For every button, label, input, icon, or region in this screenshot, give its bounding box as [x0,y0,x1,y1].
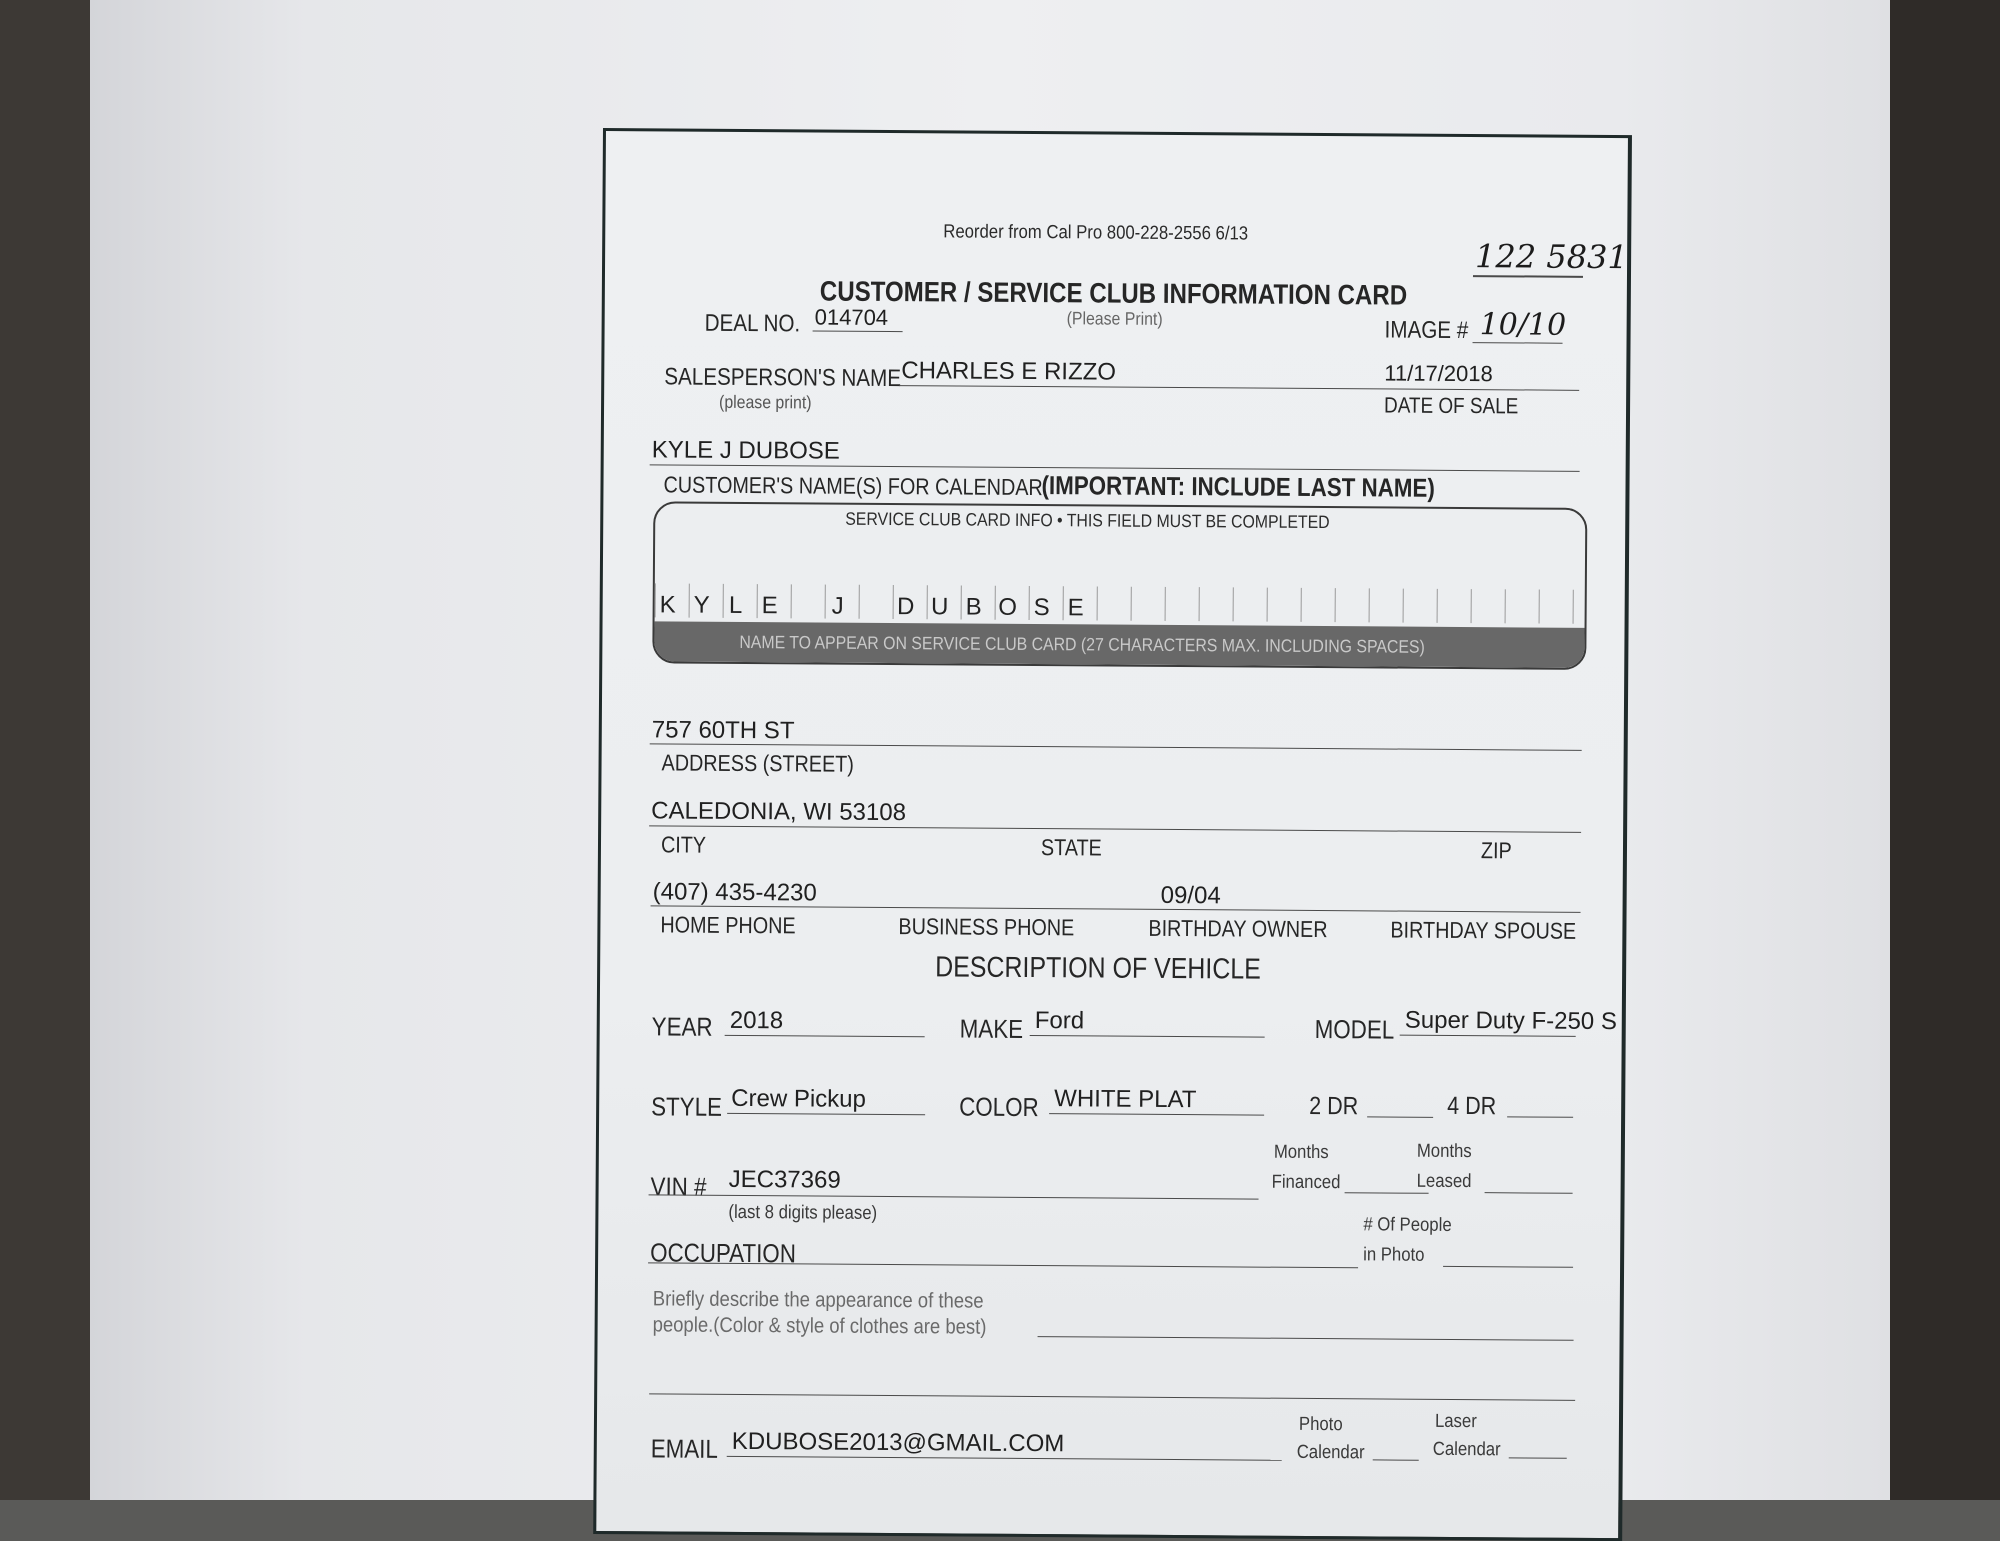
home-phone-label: HOME PHONE [660,911,795,939]
information-card [593,128,1632,1541]
date-of-sale-label: DATE OF SALE [1384,392,1518,419]
make-label: MAKE [960,1014,1024,1045]
card-name-char: Y [689,592,715,620]
image-value: 10/10 [1480,307,1567,343]
service-club-box [652,501,1587,670]
vin-note: (last 8 digits please) [728,1202,877,1225]
birthday-owner-value: 09/04 [1161,882,1221,910]
background-right [1885,0,2000,1500]
char-tick [859,585,860,619]
deal-no-value: 014704 [815,304,889,331]
vehicle-section-title: DESCRIPTION OF VEHICLE [935,951,1261,986]
four-door-label: 4 DR [1447,1092,1496,1121]
vin-value: JEC37369 [729,1166,841,1195]
service-club-header: SERVICE CLUB CARD INFO • THIS FIELD MUST BE COMPLETED [845,509,1329,533]
email-value: KDUBOSE2013@GMAIL.COM [732,1428,1065,1458]
home-phone-value: (407) 435-4230 [653,878,817,907]
birthday-spouse-label: BIRTHDAY SPOUSE [1390,917,1576,945]
vin-line [649,1194,1259,1199]
describe-text-1: Briefly describe the appearance of these [653,1287,984,1313]
describe-line-2 [649,1393,1575,1400]
people-count-label-1: # Of People [1363,1214,1451,1237]
important-note: (IMPORTANT: INCLUDE LAST NAME) [1041,470,1435,504]
business-phone-label: BUSINESS PHONE [898,913,1074,941]
two-door-label: 2 DR [1309,1092,1358,1121]
card-title: CUSTOMER / SERVICE CLUB INFORMATION CARD [820,276,1408,312]
two-door-line [1367,1116,1433,1117]
describe-line-1 [1038,1336,1574,1341]
customer-name-label: CUSTOMER'S NAME(S) FOR CALENDAR [663,471,1042,501]
year-line [725,1035,925,1037]
address-value: 757 60TH ST [652,716,795,745]
service-club-footer: NAME TO APPEAR ON SERVICE CLUB CARD (27 CHARACTERS MAX. INCLUDING SPACES) [739,632,1425,658]
char-tick [1437,589,1438,623]
color-value: WHITE PLAT [1054,1085,1196,1114]
background-left [0,0,92,1500]
char-tick [1301,588,1302,622]
char-tick [791,584,792,618]
describe-text-2: people.(Color & style of clothes are best) [653,1313,987,1339]
card-name-char: U [927,593,953,621]
people-count-line [1443,1266,1573,1268]
card-name-char: O [995,594,1021,622]
months-financed-label-2: Financed [1272,1172,1341,1194]
char-tick [1233,587,1234,621]
occupation-label: OCCUPATION [650,1237,796,1269]
style-label: STYLE [651,1091,722,1122]
photo-calendar-line [1373,1459,1419,1460]
paper-sheet [90,0,1890,1500]
photo-calendar-label-2: Calendar [1297,1442,1365,1464]
card-name-char: L [723,592,749,620]
char-tick [1335,588,1336,622]
image-line [1473,342,1563,344]
customer-name-value: KYLE J DUBOSE [652,436,840,465]
char-tick [1165,587,1166,621]
make-value: Ford [1035,1007,1085,1035]
city-label: CITY [661,831,706,858]
char-tick [1097,586,1098,620]
laser-calendar-label-1: Laser [1435,1411,1477,1433]
deal-no-line [813,330,903,332]
image-label: IMAGE # [1385,316,1469,345]
card-name-char: B [961,594,987,622]
card-name-char: E [757,592,783,620]
please-print-note: (Please Print) [1067,308,1163,330]
please-print-small: (please print) [719,392,812,414]
handwritten-number: 122 5831 [1475,237,1628,276]
card-name-char: J [825,593,851,621]
char-tick [1403,589,1404,623]
months-leased-label-2: Leased [1417,1171,1472,1193]
color-line [1049,1113,1264,1116]
char-tick [1573,590,1574,624]
reorder-text: Reorder from Cal Pro 800-228-2556 6/13 [943,221,1248,245]
date-of-sale-value: 11/17/2018 [1384,360,1493,387]
address-label: ADDRESS (STREET) [661,749,854,777]
char-tick [1267,588,1268,622]
state-label: STATE [1041,834,1102,861]
model-label: MODEL [1315,1014,1395,1046]
char-tick [1471,589,1472,623]
laser-calendar-line [1509,1457,1567,1458]
color-label: COLOR [959,1092,1039,1124]
email-label: EMAIL [651,1433,718,1464]
card-name-char: E [1063,594,1089,622]
months-leased-label-1: Months [1417,1141,1472,1163]
char-tick [1131,587,1132,621]
year-label: YEAR [652,1011,713,1042]
model-value: Super Duty F-250 S [1405,1007,1617,1036]
months-financed-label-1: Months [1274,1142,1329,1164]
deal-no-label: DEAL NO. [705,310,801,339]
make-line [1030,1035,1265,1038]
char-tick [1539,590,1540,624]
handwritten-underline [1473,275,1583,278]
photo-calendar-label-1: Photo [1299,1414,1343,1436]
zip-label: ZIP [1481,837,1512,864]
city-state-zip-value: CALEDONIA, WI 53108 [651,797,906,827]
months-leased-line [1485,1192,1573,1194]
char-tick [1369,588,1370,622]
vin-label: VIN # [651,1171,707,1202]
salesperson-label: SALESPERSON'S NAME [664,363,901,393]
service-club-footer-band [654,621,1584,667]
card-name-char: S [1029,594,1055,622]
card-name-char: K [655,591,681,619]
style-line [727,1113,925,1115]
birthday-owner-label: BIRTHDAY OWNER [1148,915,1327,943]
people-count-label-2: in Photo [1363,1244,1425,1266]
card-name-char: D [893,593,919,621]
char-tick [1199,587,1200,621]
char-tick [1505,589,1506,623]
salesperson-value: CHARLES E RIZZO [901,357,1116,386]
style-value: Crew Pickup [731,1085,866,1114]
four-door-line [1507,1116,1573,1117]
city-line [649,825,1581,833]
year-value: 2018 [730,1007,784,1035]
model-line [1400,1035,1576,1037]
laser-calendar-label-2: Calendar [1433,1439,1501,1461]
